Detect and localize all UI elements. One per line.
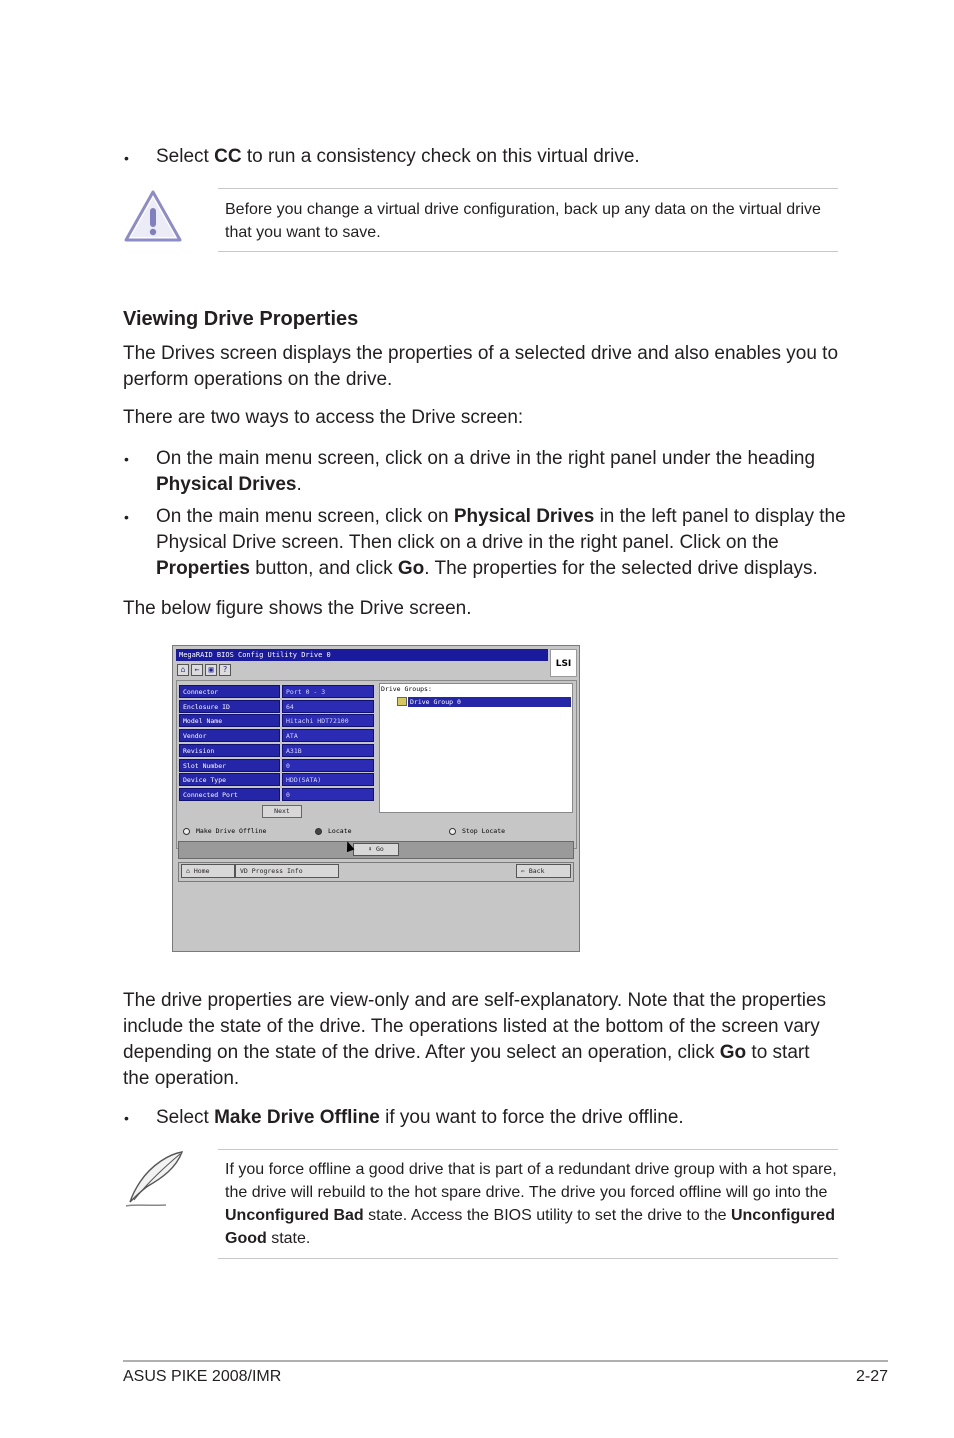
note-text: If you force offline a good drive that is part of a redundant drive group with a hot spare, the drive will rebuild to the hot spare drive. The drive you forced offline will go into the Unconfigured Bad state. Access the BIOS utility to set the drive to the Unconfigured Good state. (225, 1161, 837, 1247)
bullet-marker: • (124, 150, 129, 166)
down-arrow-icon: ⬇ (368, 845, 376, 853)
drive-group-item[interactable]: Drive Group 0 (408, 697, 571, 707)
next-button[interactable]: Next (262, 805, 302, 818)
bios-drive-screen (172, 645, 580, 952)
note-divider-bottom (218, 1258, 838, 1259)
property-label: Vendor (179, 729, 280, 742)
drive-groups-heading: Drive Groups: (381, 685, 432, 693)
bios-title-bar: MegaRAID BIOS Config Utility Drive 0 (176, 649, 548, 661)
property-value: 64 (282, 700, 374, 713)
property-value: Hitachi HDT72100 (282, 714, 374, 727)
bullet-item: On the main menu screen, click on a drive in the right panel under the heading Physical Drives. (156, 448, 816, 495)
bullet-marker: • (124, 451, 129, 467)
property-label: Connected Port (179, 788, 280, 801)
property-label: Connector (179, 685, 280, 698)
go-button[interactable]: ⬇ Go (353, 843, 399, 856)
property-label: Revision (179, 744, 280, 757)
vd-progress-info-button[interactable]: VD Progress Info (235, 864, 339, 878)
drive-group-icon (397, 697, 407, 706)
property-value: 0 (282, 788, 374, 801)
lsi-logo: LSI (550, 649, 577, 677)
paragraph: The Drives screen displays the properties of a selected drive and also enables you to perform operations on the drive. (123, 343, 839, 390)
page-number: 2-27 (855, 1368, 888, 1385)
feather-pen-icon (122, 1148, 188, 1210)
bullet-item: On the main menu screen, click on Physical Drives in the left panel to display the Physical Drive screen. Then click on a drive in the right panel. Click on the Properties button, and click Go. The properties for the selected drive displays. (156, 506, 846, 579)
radio-icon (183, 828, 190, 835)
back-button[interactable]: ⇐ Back (516, 864, 571, 878)
back-arrow-icon: ⇐ (521, 867, 529, 875)
note-divider-bottom (218, 251, 838, 252)
caution-icon (122, 188, 184, 244)
help-icon[interactable]: ? (219, 664, 231, 676)
property-label: Slot Number (179, 759, 280, 772)
note-divider-top (218, 1149, 838, 1150)
property-value: A31B (282, 744, 374, 757)
bullet-item: Select Make Drive Offline if you want to force the drive offline. (156, 1107, 684, 1128)
paragraph: The drive properties are view-only and are self-explanatory. Note that the properties include the state of the drive. The operations listed at the bottom of the screen vary depending on the state of the drive. After you select an operation, click Go to start the operation. (123, 990, 827, 1089)
bullet-marker: • (124, 1110, 129, 1126)
property-value: 0 (282, 759, 374, 772)
home-icon[interactable]: ⌂ (177, 664, 189, 676)
property-value: ATA (282, 729, 374, 742)
paragraph: There are two ways to access the Drive screen: (123, 407, 524, 428)
property-label: Enclosure ID (179, 700, 280, 713)
home-button[interactable]: ⌂ Home (181, 864, 235, 878)
back-arrow-icon[interactable]: ← (191, 664, 203, 676)
option-locate[interactable]: Locate (315, 826, 351, 836)
caution-note-text: Before you change a virtual drive configuration, back up any data on the virtual drive that you want to save. (225, 201, 821, 241)
drive-groups-panel (379, 683, 573, 813)
option-make-drive-offline[interactable]: Make Drive Offline (183, 826, 266, 836)
property-label: Device Type (179, 773, 280, 786)
property-value: HDD(SATA) (282, 773, 374, 786)
property-value: Port 0 - 3 (282, 685, 374, 698)
radio-icon (449, 828, 456, 835)
section-title: Viewing Drive Properties (123, 308, 359, 330)
footer-title: ASUS PIKE 2008/IMR (123, 1368, 282, 1385)
exit-icon[interactable]: ▣ (205, 664, 217, 676)
property-label: Model Name (179, 714, 280, 727)
footer-rule (123, 1360, 888, 1362)
paragraph: The below figure shows the Drive screen. (123, 598, 472, 619)
note-divider-top (218, 188, 838, 189)
option-stop-locate[interactable]: Stop Locate (449, 826, 505, 836)
bullet-cc: Select CC to run a consistency check on this virtual drive. (156, 146, 640, 167)
home-icon: ⌂ (186, 867, 194, 875)
bullet-marker: • (124, 509, 129, 525)
radio-icon (315, 828, 322, 835)
